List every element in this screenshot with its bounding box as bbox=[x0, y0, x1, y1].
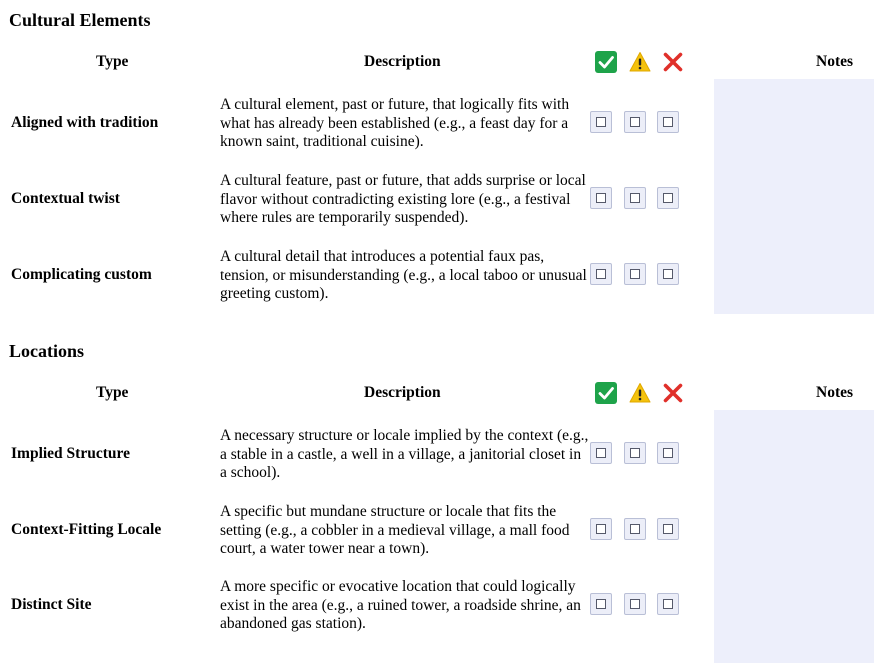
column-header-description: Description bbox=[364, 53, 441, 70]
notes-field[interactable] bbox=[714, 410, 874, 663]
row-description: A specific but mundane structure or locale that fits the setting (e.g., a cobbler in a medieval village, a mall food court, a water tower near a town). bbox=[220, 503, 570, 557]
caution-checkbox[interactable] bbox=[624, 111, 646, 133]
row-type-label: Context-Fitting Locale bbox=[11, 521, 162, 538]
row-type-label: Distinct Site bbox=[11, 596, 92, 613]
check-icon bbox=[595, 382, 617, 404]
row-description: A cultural detail that introduces a potential faux pas, tension, or misunderstanding (e.g., a local taboo or unusual greeting custom). bbox=[220, 248, 587, 302]
table-row bbox=[0, 578, 712, 654]
table-row bbox=[0, 248, 712, 324]
approve-checkbox[interactable] bbox=[590, 111, 612, 133]
approve-checkbox[interactable] bbox=[590, 593, 612, 615]
check-icon bbox=[595, 51, 617, 73]
section-title: Cultural Elements bbox=[9, 10, 151, 30]
approve-checkbox[interactable] bbox=[590, 187, 612, 209]
reject-checkbox[interactable] bbox=[657, 442, 679, 464]
caution-checkbox[interactable] bbox=[624, 518, 646, 540]
table-row bbox=[0, 503, 712, 579]
caution-checkbox[interactable] bbox=[624, 263, 646, 285]
caution-checkbox[interactable] bbox=[624, 593, 646, 615]
approve-checkbox[interactable] bbox=[590, 442, 612, 464]
table-row bbox=[0, 96, 712, 172]
column-header-description: Description bbox=[364, 384, 441, 401]
cross-icon bbox=[662, 382, 684, 404]
column-header-icons bbox=[595, 382, 687, 406]
cross-icon bbox=[662, 51, 684, 73]
row-description: A cultural feature, past or future, that adds surprise or local flavor without contradicting existing lore (e.g., a festival where rules are temporarily suspended). bbox=[220, 172, 586, 226]
table-row bbox=[0, 172, 712, 248]
row-description: A necessary structure or locale implied by the context (e.g., a stable in a castle, a well in a village, a janitorial closet in a school). bbox=[220, 427, 589, 481]
notes-field[interactable] bbox=[714, 79, 874, 314]
column-header-notes: Notes bbox=[816, 384, 854, 401]
section-title: Locations bbox=[9, 341, 85, 361]
reject-checkbox[interactable] bbox=[657, 263, 679, 285]
section-cultural-elements bbox=[0, 0, 874, 330]
column-header-type: Type bbox=[96, 53, 129, 70]
row-description: A cultural element, past or future, that logically fits with what has already been established (e.g., a feast day for a known saint, traditional cuisine). bbox=[220, 96, 570, 150]
warning-icon bbox=[629, 51, 651, 73]
warning-icon bbox=[629, 382, 651, 404]
column-header-icons bbox=[595, 51, 687, 75]
row-description: A more specific or evocative location that could logically exist in the area (e.g., a ruined tower, a roadside shrine, an abandoned gas station). bbox=[220, 578, 581, 632]
approve-checkbox[interactable] bbox=[590, 518, 612, 540]
table-row bbox=[0, 427, 712, 503]
row-type-label: Complicating custom bbox=[11, 266, 152, 283]
column-header-type: Type bbox=[96, 384, 129, 401]
caution-checkbox[interactable] bbox=[624, 187, 646, 209]
reject-checkbox[interactable] bbox=[657, 111, 679, 133]
approve-checkbox[interactable] bbox=[590, 263, 612, 285]
section-locations bbox=[0, 331, 874, 663]
row-type-label: Contextual twist bbox=[11, 190, 120, 207]
row-type-label: Aligned with tradition bbox=[11, 114, 159, 131]
reject-checkbox[interactable] bbox=[657, 518, 679, 540]
caution-checkbox[interactable] bbox=[624, 442, 646, 464]
reject-checkbox[interactable] bbox=[657, 187, 679, 209]
reject-checkbox[interactable] bbox=[657, 593, 679, 615]
column-header-notes: Notes bbox=[816, 53, 854, 70]
row-type-label: Implied Structure bbox=[11, 445, 130, 462]
